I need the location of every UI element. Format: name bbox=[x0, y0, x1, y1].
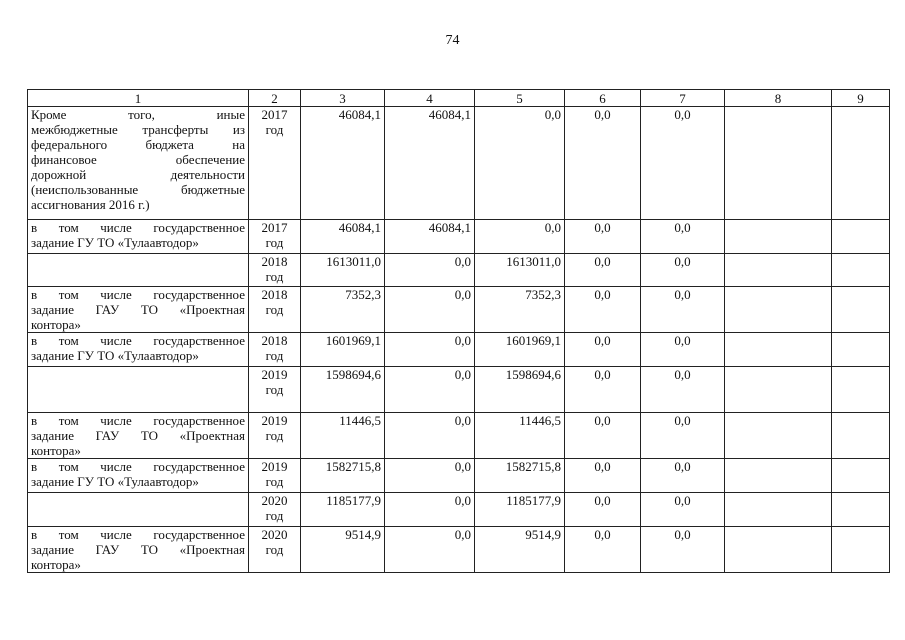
value-cell-6: 0,0 bbox=[565, 459, 641, 493]
header-cell: 7 bbox=[641, 90, 725, 107]
row-description bbox=[28, 254, 249, 287]
header-cell: 3 bbox=[301, 90, 385, 107]
value-cell-6: 0,0 bbox=[565, 220, 641, 254]
row-year bbox=[249, 220, 301, 254]
table-body bbox=[28, 107, 890, 573]
value-cell-3: 11446,5 bbox=[301, 413, 385, 459]
value-cell-8 bbox=[725, 413, 832, 459]
table-row bbox=[28, 413, 890, 459]
value-cell-7: 0,0 bbox=[641, 493, 725, 527]
table-row bbox=[28, 107, 890, 220]
value-cell-8 bbox=[725, 459, 832, 493]
value-cell-8 bbox=[725, 107, 832, 220]
description-line: задание ГАУ ТО «Проектная bbox=[31, 542, 245, 557]
table-row bbox=[28, 220, 890, 254]
table-row bbox=[28, 254, 890, 287]
header-cell: 5 bbox=[475, 90, 565, 107]
value-cell-7: 0,0 bbox=[641, 333, 725, 367]
year-line: 2019 bbox=[261, 367, 288, 382]
year-line: год bbox=[265, 302, 284, 317]
value-cell-3: 7352,3 bbox=[301, 287, 385, 333]
value-cell-4: 0,0 bbox=[385, 459, 475, 493]
row-description bbox=[28, 527, 249, 573]
value-cell-6: 0,0 bbox=[565, 333, 641, 367]
description-line: ассигнования 2016 г.) bbox=[31, 197, 150, 212]
year-line: год bbox=[265, 348, 284, 363]
value-cell-5: 1613011,0 bbox=[475, 254, 565, 287]
description-line: контора» bbox=[31, 317, 81, 332]
description-line: контора» bbox=[31, 557, 81, 572]
value-cell-3: 46084,1 bbox=[301, 220, 385, 254]
table-row bbox=[28, 527, 890, 573]
value-cell-5: 1598694,6 bbox=[475, 367, 565, 413]
description-line: задание ГАУ ТО «Проектная bbox=[31, 428, 245, 443]
header-cell: 2 bbox=[249, 90, 301, 107]
value-cell-8 bbox=[725, 333, 832, 367]
value-cell-9 bbox=[832, 333, 890, 367]
description-line: задание ГУ ТО «Тулаавтодор» bbox=[31, 235, 199, 250]
value-cell-7: 0,0 bbox=[641, 459, 725, 493]
value-cell-7: 0,0 bbox=[641, 367, 725, 413]
value-cell-7: 0,0 bbox=[641, 220, 725, 254]
year-line: год bbox=[265, 474, 284, 489]
value-cell-8 bbox=[725, 254, 832, 287]
value-cell-5: 1582715,8 bbox=[475, 459, 565, 493]
value-cell-5: 9514,9 bbox=[475, 527, 565, 573]
row-description bbox=[28, 287, 249, 333]
value-cell-9 bbox=[832, 413, 890, 459]
value-cell-7: 0,0 bbox=[641, 254, 725, 287]
description-line: Кроме того, иные bbox=[31, 107, 245, 122]
description-line: в том числе государственное bbox=[31, 287, 245, 302]
year-line: год bbox=[265, 235, 284, 250]
header-cell: 1 bbox=[28, 90, 249, 107]
row-year bbox=[249, 413, 301, 459]
year-line: 2019 bbox=[261, 413, 288, 428]
description-line: дорожной деятельности bbox=[31, 167, 245, 182]
description-line: федерального бюджета на bbox=[31, 137, 245, 152]
value-cell-8 bbox=[725, 367, 832, 413]
description-line: в том числе государственное bbox=[31, 459, 245, 474]
value-cell-9 bbox=[832, 459, 890, 493]
year-line: 2017 bbox=[261, 220, 288, 235]
row-year bbox=[249, 333, 301, 367]
header-cell: 6 bbox=[565, 90, 641, 107]
table-row bbox=[28, 493, 890, 527]
row-year bbox=[249, 367, 301, 413]
value-cell-9 bbox=[832, 367, 890, 413]
value-cell-5: 0,0 bbox=[475, 220, 565, 254]
value-cell-3: 46084,1 bbox=[301, 107, 385, 220]
value-cell-8 bbox=[725, 287, 832, 333]
value-cell-5: 1185177,9 bbox=[475, 493, 565, 527]
row-year bbox=[249, 459, 301, 493]
header-row bbox=[28, 90, 890, 107]
value-cell-7: 0,0 bbox=[641, 413, 725, 459]
description-line: (неиспользованные бюджетные bbox=[31, 182, 245, 197]
year-line: год bbox=[265, 508, 284, 523]
description-line: в том числе государственное bbox=[31, 413, 245, 428]
value-cell-4: 0,0 bbox=[385, 493, 475, 527]
value-cell-5: 11446,5 bbox=[475, 413, 565, 459]
year-line: 2018 bbox=[261, 333, 288, 348]
value-cell-9 bbox=[832, 287, 890, 333]
value-cell-6: 0,0 bbox=[565, 254, 641, 287]
row-description bbox=[28, 413, 249, 459]
value-cell-7: 0,0 bbox=[641, 287, 725, 333]
year-line: год bbox=[265, 428, 284, 443]
value-cell-5: 0,0 bbox=[475, 107, 565, 220]
value-cell-6: 0,0 bbox=[565, 107, 641, 220]
description-line: задание ГУ ТО «Тулаавтодор» bbox=[31, 348, 199, 363]
year-line: год bbox=[265, 382, 284, 397]
year-line: 2020 bbox=[261, 527, 288, 542]
value-cell-3: 1601969,1 bbox=[301, 333, 385, 367]
header-cell: 4 bbox=[385, 90, 475, 107]
year-line: год bbox=[265, 542, 284, 557]
value-cell-3: 9514,9 bbox=[301, 527, 385, 573]
value-cell-6: 0,0 bbox=[565, 413, 641, 459]
value-cell-3: 1185177,9 bbox=[301, 493, 385, 527]
value-cell-4: 0,0 bbox=[385, 254, 475, 287]
value-cell-6: 0,0 bbox=[565, 493, 641, 527]
year-line: 2020 bbox=[261, 493, 288, 508]
value-cell-9 bbox=[832, 527, 890, 573]
header-cell: 9 bbox=[832, 90, 890, 107]
row-description bbox=[28, 493, 249, 527]
row-description bbox=[28, 333, 249, 367]
table-row bbox=[28, 367, 890, 413]
value-cell-4: 0,0 bbox=[385, 333, 475, 367]
value-cell-7: 0,0 bbox=[641, 107, 725, 220]
value-cell-3: 1613011,0 bbox=[301, 254, 385, 287]
row-year bbox=[249, 527, 301, 573]
value-cell-9 bbox=[832, 254, 890, 287]
value-cell-3: 1582715,8 bbox=[301, 459, 385, 493]
value-cell-8 bbox=[725, 527, 832, 573]
value-cell-9 bbox=[832, 220, 890, 254]
description-line: в том числе государственное bbox=[31, 527, 245, 542]
description-line: в том числе государственное bbox=[31, 220, 245, 235]
page-number: 74 bbox=[445, 33, 460, 48]
value-cell-8 bbox=[725, 493, 832, 527]
value-cell-6: 0,0 bbox=[565, 367, 641, 413]
description-line: в том числе государственное bbox=[31, 333, 245, 348]
row-description bbox=[28, 367, 249, 413]
value-cell-5: 1601969,1 bbox=[475, 333, 565, 367]
row-year bbox=[249, 287, 301, 333]
year-line: год bbox=[265, 122, 284, 137]
year-line: 2018 bbox=[261, 287, 288, 302]
value-cell-9 bbox=[832, 107, 890, 220]
value-cell-4: 0,0 bbox=[385, 527, 475, 573]
description-line: контора» bbox=[31, 443, 81, 458]
value-cell-9 bbox=[832, 493, 890, 527]
value-cell-6: 0,0 bbox=[565, 527, 641, 573]
year-line: 2019 bbox=[261, 459, 288, 474]
value-cell-4: 46084,1 bbox=[385, 220, 475, 254]
header-cell: 8 bbox=[725, 90, 832, 107]
value-cell-5: 7352,3 bbox=[475, 287, 565, 333]
value-cell-8 bbox=[725, 220, 832, 254]
row-description bbox=[28, 459, 249, 493]
value-cell-4: 0,0 bbox=[385, 367, 475, 413]
table-row bbox=[28, 287, 890, 333]
row-year bbox=[249, 107, 301, 220]
description-line: финансовое обеспечение bbox=[31, 152, 245, 167]
description-line: задание ГУ ТО «Тулаавтодор» bbox=[31, 474, 199, 489]
row-year bbox=[249, 254, 301, 287]
value-cell-4: 0,0 bbox=[385, 413, 475, 459]
table-row bbox=[28, 459, 890, 493]
value-cell-7: 0,0 bbox=[641, 527, 725, 573]
value-cell-6: 0,0 bbox=[565, 287, 641, 333]
row-description bbox=[28, 220, 249, 254]
row-year bbox=[249, 493, 301, 527]
row-description bbox=[28, 107, 249, 220]
table-row bbox=[28, 333, 890, 367]
value-cell-4: 0,0 bbox=[385, 287, 475, 333]
budget-table bbox=[27, 89, 890, 573]
value-cell-4: 46084,1 bbox=[385, 107, 475, 220]
description-line: задание ГАУ ТО «Проектная bbox=[31, 302, 245, 317]
year-line: год bbox=[265, 269, 284, 284]
year-line: 2017 bbox=[261, 107, 288, 122]
year-line: 2018 bbox=[261, 254, 288, 269]
description-line: межбюджетные трансферты из bbox=[31, 122, 245, 137]
value-cell-3: 1598694,6 bbox=[301, 367, 385, 413]
